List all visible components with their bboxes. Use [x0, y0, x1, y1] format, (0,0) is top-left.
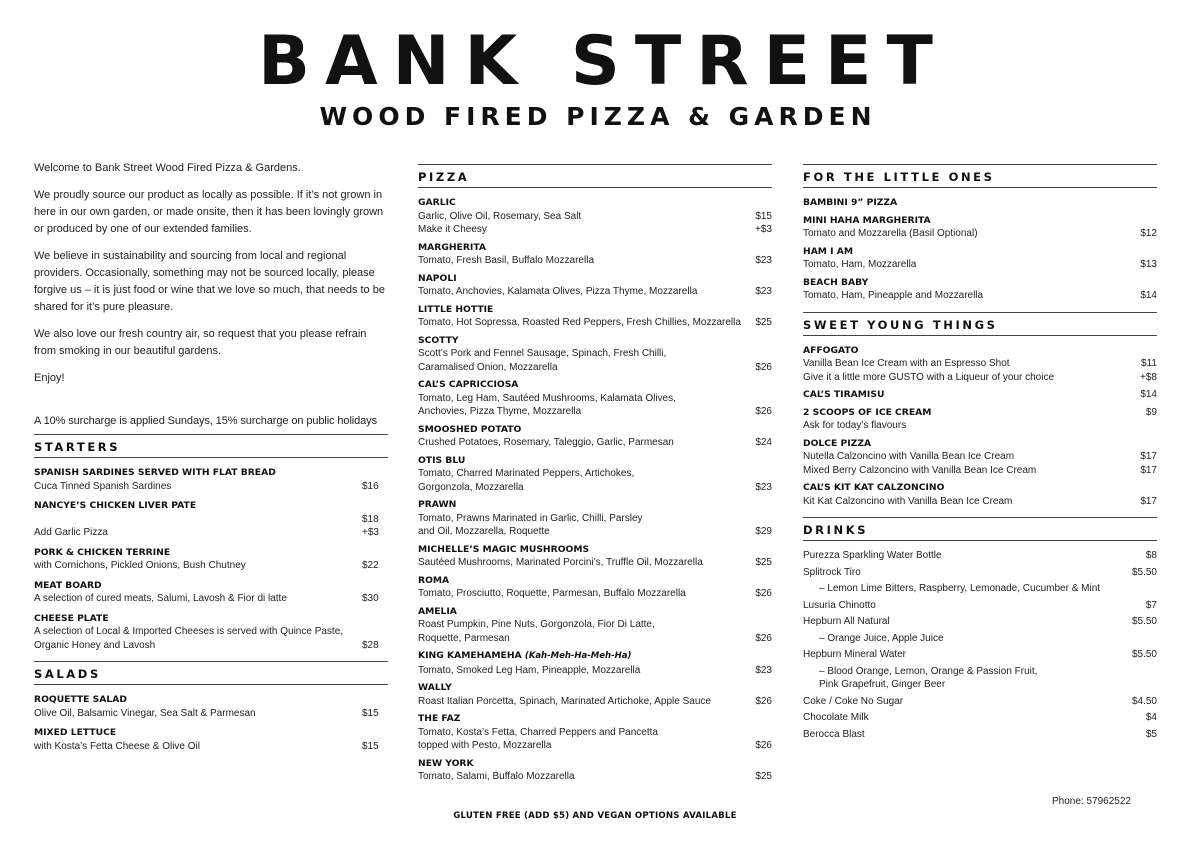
menu-item-description: Mixed Berry Calzoncino with Vanilla Bean Ice Cream — [803, 464, 1037, 476]
menu-item-price: $25 — [755, 317, 772, 328]
menu-item-title: MICHELLE’S MAGIC MUSHROOMS — [418, 543, 590, 555]
menu-item-name-row — [418, 454, 772, 468]
menu-item-name-row — [418, 543, 772, 557]
intro-paragraph: Welcome to Bank Street Wood Fired Pizza & Gardens. — [34, 162, 301, 174]
drink-name: Purezza Sparkling Water Bottle — [803, 550, 942, 561]
drink-name: Splitrock Tiro — [803, 566, 861, 578]
menu-item-description: Scott’s Pork and Fennel Sausage, Spinach, Fresh Chilli, Caramalised Onion, Mozzarella — [418, 348, 667, 373]
menu-item-line — [803, 227, 1157, 241]
menu-item-description: A selection of cured meats, Salumi, Lavosh & Fior di latte — [34, 593, 287, 604]
starters-list — [34, 466, 388, 652]
menu-item-name-row — [418, 423, 772, 437]
menu-item-name-row — [34, 546, 388, 560]
menu-item-line — [418, 587, 772, 601]
menu-item-line — [803, 450, 1157, 464]
menu-item — [803, 214, 1157, 241]
drink-item — [803, 648, 1157, 662]
menu-item-title: KING KAMEHAMEHA — [418, 650, 522, 661]
drink-price: $8 — [1145, 550, 1157, 561]
drink-item — [803, 599, 1157, 613]
menu-item-price: $15 — [362, 707, 379, 719]
menu-item-price: $26 — [755, 695, 772, 707]
menu-item-line — [803, 289, 1157, 303]
menu-item-description: Tomato, Charred Marinated Peppers, Artichokes, Gorgonzola, Mozzarella — [418, 468, 635, 493]
drink-flavours — [803, 632, 1157, 646]
drink-name: Chocolate Milk — [803, 712, 869, 723]
menu-item-price: $25 — [755, 557, 772, 568]
menu-item-description: Sautéed Mushrooms, Marinated Porcini’s, Truffle Oil, Mozzarella — [418, 557, 703, 568]
menu-item-name-row — [803, 344, 1157, 358]
menu-item — [418, 454, 772, 495]
menu-item — [418, 757, 772, 784]
menu-item-name-row — [803, 406, 1157, 420]
pizza-section — [418, 164, 772, 784]
menu-item-name — [418, 454, 465, 468]
restaurant-tagline: WOOD FIRED PIZZA & GARDEN — [319, 102, 877, 131]
menu-item-title: CAL’S CAPRICCIOSA — [418, 379, 519, 390]
menu-item-price: $14 — [1140, 290, 1157, 301]
menu-item-description: Kit Kat Calzoncino with Vanilla Bean Ice Cream — [803, 495, 1013, 507]
phone-number: Phone: 57962522 — [1052, 796, 1131, 807]
drink-price: $5.50 — [1131, 566, 1157, 578]
menu-item-name-row — [418, 241, 772, 255]
menu-item-name — [418, 574, 449, 588]
menu-item — [34, 546, 388, 573]
menu-item-line — [418, 254, 772, 268]
section-heading: STARTERS — [34, 434, 388, 458]
menu-item-line — [418, 664, 772, 678]
menu-item-name-row — [418, 272, 772, 286]
menu-item-name — [34, 612, 109, 626]
menu-item-line — [803, 371, 1157, 385]
menu-item-line — [418, 436, 772, 450]
menu-item-title: MINI HAHA MARGHERITA — [803, 214, 931, 226]
menu-item-line — [34, 513, 388, 527]
menu-item-title: DOLCE PIZZA — [803, 437, 872, 449]
intro-paragraph: We proudly source our product as locally as possible. If it’s not grown in here in our own garden, or made onsite, then it has been lovingly grown or produced by one of our extended families. — [34, 189, 384, 235]
menu-item-name — [34, 693, 127, 707]
menu-item-title: NEW YORK — [418, 757, 474, 769]
menu-item-line — [418, 392, 772, 419]
menu-item-title: SMOOSHED POTATO — [418, 423, 522, 435]
sweet-section — [803, 312, 1157, 509]
menu-item-name-row — [803, 214, 1157, 228]
menu-item-title: THE FAZ — [418, 713, 461, 724]
menu-item-price: +$3 — [362, 527, 379, 538]
menu-item-line — [803, 258, 1157, 272]
menu-item-price: +$3 — [755, 224, 772, 235]
section-heading: DRINKS — [803, 517, 1157, 541]
menu-item-title: CAL’S TIRAMISU — [803, 389, 885, 400]
menu-item-title: MEAT BOARD — [34, 579, 102, 591]
menu-item-description: Roast Pumpkin, Pine Nuts, Gorgonzola, Fior Di Latte, Roquette, Parmesan — [418, 619, 655, 644]
menu-item-name — [803, 406, 931, 420]
drink-item — [803, 615, 1157, 629]
menu-item-line — [34, 480, 388, 494]
menu-item-name — [418, 196, 456, 210]
menu-item-price: $26 — [755, 406, 772, 417]
menu-item — [418, 378, 772, 419]
intro-paragraph: We also love our fresh country air, so request that you please refrain from smoking in our beautiful gardens. — [34, 328, 367, 357]
menu-item-line — [34, 526, 388, 540]
menu-item-line — [418, 618, 772, 645]
menu-item-name-row — [418, 303, 772, 317]
menu-item-price: $14 — [1140, 389, 1157, 400]
menu-item-name-row — [34, 612, 388, 626]
menu-item-title: WALLY — [418, 682, 452, 693]
menu-item-title: AMELIA — [418, 605, 457, 617]
menu-item — [34, 612, 388, 653]
menu-item-name — [418, 649, 631, 664]
menu-item-name-row — [803, 276, 1157, 290]
menu-item-name-row — [34, 693, 388, 707]
menu-item-name — [418, 378, 518, 392]
menu-item-price: $12 — [1140, 228, 1157, 239]
menu-item — [418, 543, 772, 570]
left-column — [34, 160, 388, 762]
menu-item-title: LITTLE HOTTIE — [418, 303, 494, 315]
menu-item-description: Tomato, Kosta’s Fetta, Charred Peppers and Pancetta topped with Pesto, Mozzarella — [418, 726, 658, 751]
menu-item-description: Garlic, Olive Oil, Rosemary, Sea Salt — [418, 210, 582, 222]
menu-item-description: Tomato, Prawns Marinated in Garlic, Chilli, Parsley and Oil, Mozzarella, Roquette — [418, 512, 643, 537]
menu-item — [418, 303, 772, 330]
drink-price: $5.50 — [1131, 616, 1157, 627]
menu-item-name-row — [34, 466, 388, 480]
drink-price: $5.50 — [1131, 649, 1157, 660]
menu-item-name-row — [803, 388, 1157, 402]
restaurant-name: BANK STREET — [258, 22, 948, 101]
menu-item-name-row — [418, 712, 772, 726]
menu-item — [418, 423, 772, 450]
menu-item-line — [34, 592, 388, 606]
menu-item-name — [34, 466, 276, 480]
intro-text — [34, 160, 388, 387]
menu-item-line — [418, 695, 772, 709]
menu-item-name — [803, 245, 853, 259]
menu-item-name — [418, 712, 460, 726]
menu-item-description: Give it a little more GUSTO with a Liqueur of your choice — [803, 371, 1055, 383]
menu-item-description: Tomato, Anchovies, Kalamata Olives, Pizza Thyme, Mozzarella — [418, 286, 698, 297]
menu-item-line — [418, 210, 772, 224]
menu-item-name-row — [34, 579, 388, 593]
menu-item — [803, 437, 1157, 478]
menu-item — [418, 272, 772, 299]
menu-item-name — [418, 605, 457, 619]
menu-item-line — [418, 285, 772, 299]
menu-item-line — [803, 419, 1157, 433]
menu-item-line — [34, 559, 388, 573]
drink-name: Berocca Blast — [803, 728, 865, 740]
menu-item-line — [418, 467, 772, 494]
menu-item — [34, 693, 388, 720]
intro-paragraph: Enjoy! — [34, 372, 65, 384]
menu-item — [418, 196, 772, 237]
menu-item-name-row — [34, 499, 388, 513]
menu-item-name — [418, 543, 589, 557]
menu-item — [418, 498, 772, 539]
drink-name: – Lemon Lime Bitters, Raspberry, Lemonade, Cucumber & Mint — [819, 583, 1101, 594]
menu-item-price: $26 — [755, 361, 772, 373]
menu-item-name — [418, 498, 456, 512]
menu-item-line — [418, 223, 772, 237]
menu-item-price: $25 — [755, 771, 772, 782]
drink-item — [803, 728, 1157, 742]
menu-item-title: PORK & CHICKEN TERRINE — [34, 546, 171, 558]
menu-item-price: $17 — [1140, 495, 1157, 507]
menu-item-description: Tomato, Smoked Leg Ham, Pineapple, Mozzarella — [418, 664, 641, 676]
menu-item-name — [418, 681, 452, 695]
menu-item-title: SPANISH SARDINES SERVED WITH FLAT BREAD — [34, 467, 276, 478]
middle-column — [418, 164, 772, 793]
menu-item-description: Olive Oil, Balsamic Vinegar, Sea Salt & Parmesan — [34, 707, 256, 719]
menu-item-price: $30 — [362, 593, 379, 604]
menu-item-title: MARGHERITA — [418, 241, 486, 253]
menu-item-name-row — [803, 245, 1157, 259]
menu-item-name-row — [418, 378, 772, 392]
drink-item — [803, 695, 1157, 709]
menu-item-description: Make it Cheesy — [418, 224, 487, 235]
menu-item-price: $15 — [362, 740, 379, 752]
menu-item-name — [803, 344, 859, 358]
menu-item-line — [418, 726, 772, 753]
drink-flavours — [803, 582, 1157, 596]
pizza-list — [418, 196, 772, 784]
menu-item-price: $16 — [362, 480, 379, 492]
menu-item-name-row — [34, 726, 388, 740]
menu-item — [418, 605, 772, 646]
menu-item — [418, 334, 772, 375]
menu-item-name — [803, 388, 884, 402]
menu-item-description: Tomato, Fresh Basil, Buffalo Mozzarella — [418, 255, 595, 266]
menu-item-name — [418, 241, 486, 255]
menu-item-price: $29 — [755, 526, 772, 537]
menu-item-description: Tomato, Ham, Mozzarella — [803, 259, 917, 270]
menu-item-price: $9 — [1145, 406, 1157, 418]
menu-item — [803, 406, 1157, 433]
menu-item-title: AFFOGATO — [803, 344, 859, 356]
menu-item-description: Cuca Tinned Spanish Sardines — [34, 480, 172, 492]
menu-item-price: $22 — [362, 560, 379, 571]
menu-item-title: CAL’S KIT KAT CALZONCINO — [803, 482, 945, 493]
menu-item-title: PRAWN — [418, 499, 457, 510]
menu-item-price: $24 — [755, 437, 772, 448]
menu-item-name-row — [418, 334, 772, 348]
drink-item — [803, 549, 1157, 563]
drink-name: Hepburn Mineral Water — [803, 649, 907, 660]
menu-item-description: with Kosta’s Fetta Cheese & Olive Oil — [34, 740, 200, 752]
menu-item-description: Tomato, Leg Ham, Sautéed Mushrooms, Kalamata Olives, Anchovies, Pizza Thyme, Mozzarella — [418, 392, 676, 417]
menu-item-description: Add Garlic Pizza — [34, 527, 108, 538]
sweet-list — [803, 344, 1157, 509]
menu-item-price: $18 — [362, 513, 379, 525]
menu-item-description: with Cornichons, Pickled Onions, Bush Chutney — [34, 560, 246, 571]
menu-item — [418, 574, 772, 601]
menu-item-title: MIXED LETTUCE — [34, 727, 117, 738]
section-heading: FOR THE LITTLE ONES — [803, 164, 1157, 188]
menu-item-line — [34, 707, 388, 721]
intro-paragraph: We believe in sustainability and sourcing from local and regional providers. Occasionally, something may not be sourced locally, please forgive us – it is just food or wine that we love so much, that needs to be shared for it’s pure pleasure. — [34, 250, 385, 313]
menu-item-line — [803, 495, 1157, 509]
menu-item — [418, 649, 772, 677]
menu-item-name — [803, 214, 931, 228]
menu-item-price: $23 — [755, 664, 772, 676]
drink-item — [803, 566, 1157, 580]
drink-price: $5 — [1145, 728, 1157, 740]
menu-item-price: $23 — [755, 255, 772, 266]
menu-item-description: Vanilla Bean Ice Cream with an Espresso Shot — [803, 358, 1010, 369]
menu-item-name — [34, 579, 102, 593]
menu-item-name — [803, 437, 871, 451]
menu-item-line — [803, 357, 1157, 371]
menu-item-line — [34, 625, 388, 652]
menu-item-price: $17 — [1140, 464, 1157, 476]
menu-item-name-row — [418, 605, 772, 619]
starters-section — [34, 434, 388, 652]
section-heading: SALADS — [34, 661, 388, 685]
menu-item-title: BEACH BABY — [803, 276, 869, 288]
menu-item — [34, 579, 388, 606]
menu-item-name — [803, 276, 868, 290]
menu-item — [418, 681, 772, 708]
menu-item-name-row — [418, 498, 772, 512]
drink-name: Coke / Coke No Sugar — [803, 695, 904, 707]
menu-item — [803, 481, 1157, 508]
menu-item-price: $23 — [755, 286, 772, 297]
drink-name: Lusuria Chinotto — [803, 599, 876, 611]
menu-item-title: HAM I AM — [803, 245, 854, 257]
menu-item-title: 2 SCOOPS OF ICE CREAM — [803, 406, 932, 418]
drink-price: $7 — [1145, 599, 1157, 611]
menu-item-title: NAPOLI — [418, 272, 457, 284]
drink-price: $4 — [1145, 712, 1157, 723]
menu-item-name-row — [418, 196, 772, 210]
menu-item-price: +$8 — [1140, 371, 1157, 383]
menu-item-name-row — [418, 681, 772, 695]
drink-name: – Blood Orange, Lemon, Orange & Passion Fruit, Pink Grapefruit, Ginger Beer — [819, 665, 1038, 690]
menu-item-name — [418, 334, 459, 348]
surcharge-note: A 10% surcharge is applied Sundays, 15% surcharge on public holidays — [34, 415, 377, 427]
menu-item-price: $15 — [755, 210, 772, 222]
menu-item-description: A selection of Local & Imported Cheeses is served with Quince Paste, Organic Honey and Lavosh — [34, 626, 344, 651]
menu-item-price: $28 — [362, 639, 379, 651]
little-ones-section — [803, 164, 1157, 303]
menu-item — [803, 276, 1157, 303]
menu-item-description: Ask for today’s flavours — [803, 420, 907, 431]
menu-item-line — [803, 464, 1157, 478]
section-heading: PIZZA — [418, 164, 772, 188]
menu-item-pronunciation: (Kah-Meh-Ha-Meh-Ha) — [524, 651, 632, 661]
right-column — [803, 164, 1157, 750]
menu-item-price: $11 — [1141, 358, 1157, 369]
menu-item-line — [418, 556, 772, 570]
menu-item-name — [34, 546, 170, 560]
menu-item-title: GARLIC — [418, 197, 456, 208]
menu-item-name-row — [418, 757, 772, 771]
menu-item-title: ROMA — [418, 574, 450, 586]
menu-item-line — [418, 770, 772, 784]
menu-item-description: Tomato and Mozzarella (Basil Optional) — [803, 228, 978, 239]
bambini-pizza-label: BAMBINI 9” PIZZA — [803, 197, 898, 208]
menu-item-name — [34, 726, 116, 740]
menu-item-description: Tomato, Ham, Pineapple and Mozzarella — [803, 290, 984, 301]
menu-item — [34, 499, 388, 540]
menu-item-title: CHEESE PLATE — [34, 612, 109, 624]
menu-item-description: Tomato, Hot Sopressa, Roasted Red Peppers, Fresh Chillies, Mozzarella — [418, 317, 741, 328]
menu-item-price: $26 — [755, 588, 772, 599]
dietary-options-note: GLUTEN FREE (ADD $5) AND VEGAN OPTIONS AVAILABLE — [453, 811, 737, 821]
menu-item-price: $26 — [755, 740, 772, 751]
menu-item-name-row — [418, 574, 772, 588]
menu-item-title: OTIS BLU — [418, 454, 466, 466]
menu-item-name-row — [803, 437, 1157, 451]
drink-flavours — [803, 665, 1157, 692]
menu-item-name-row — [418, 649, 772, 664]
drink-item — [803, 711, 1157, 725]
menu-item-description: Crushed Potatoes, Rosemary, Taleggio, Garlic, Parmesan — [418, 437, 674, 448]
menu-item-description: Roast Italian Porcetta, Spinach, Marinated Artichoke, Apple Sauce — [418, 695, 711, 707]
drink-name: – Orange Juice, Apple Juice — [819, 632, 944, 644]
menu-item-name — [418, 272, 457, 286]
salads-list — [34, 693, 388, 753]
menu-item-name — [34, 499, 196, 513]
section-heading: SWEET YOUNG THINGS — [803, 312, 1157, 336]
menu-item — [803, 344, 1157, 385]
drink-name: Hepburn All Natural — [803, 616, 890, 627]
drink-price: $4.50 — [1131, 695, 1157, 707]
menu-item-price: $23 — [755, 481, 772, 493]
menu-item-title: SCOTTY — [418, 334, 459, 346]
menu-item-description: Nutella Calzoncino with Vanilla Bean Ice Cream — [803, 451, 1015, 462]
menu-item-name — [418, 757, 474, 771]
menu-item-description: Tomato, Prosciutto, Roquette, Parmesan, Buffalo Mozzarella — [418, 588, 686, 599]
menu-item-name — [418, 303, 493, 317]
menu-item-line — [418, 316, 772, 330]
menu-item-line — [34, 740, 388, 754]
drinks-list — [803, 549, 1157, 741]
menu-item-line — [418, 347, 772, 374]
menu-item — [34, 726, 388, 753]
menu-item-title: NANCYE’S CHICKEN LIVER PATE — [34, 500, 197, 511]
menu-item — [803, 245, 1157, 272]
menu-item-price: $13 — [1140, 259, 1157, 270]
menu-item — [418, 712, 772, 753]
menu-item-name-row — [803, 481, 1157, 495]
menu-item — [34, 466, 388, 493]
menu-item-title: ROQUETTE SALAD — [34, 694, 127, 705]
salads-section — [34, 661, 388, 753]
menu-item — [803, 388, 1157, 402]
little-ones-list — [803, 214, 1157, 303]
drinks-section — [803, 517, 1157, 741]
menu-item-price: $17 — [1140, 451, 1157, 462]
menu-item-name — [803, 481, 944, 495]
menu-item-description: Tomato, Salami, Buffalo Mozzarella — [418, 771, 575, 782]
menu-item-price: $26 — [755, 632, 772, 644]
menu-item-line — [418, 512, 772, 539]
menu-item — [418, 241, 772, 268]
menu-item-name — [418, 423, 521, 437]
